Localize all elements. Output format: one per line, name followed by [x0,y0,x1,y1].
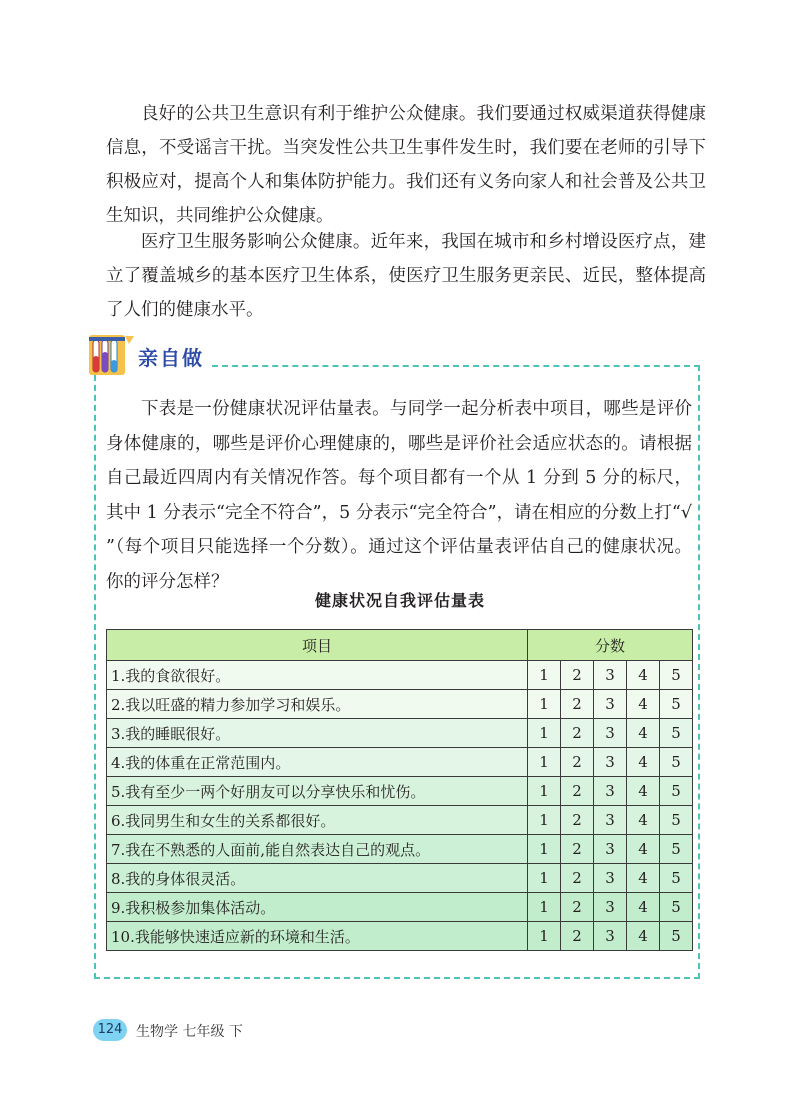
score-4-option[interactable]: 4 [627,690,660,719]
health-assessment-table [106,629,693,951]
score-3-option[interactable]: 3 [594,690,627,719]
score-1-option[interactable]: 1 [528,777,561,806]
header-score: 分数 [528,630,693,661]
paragraph-medical-service: 医疗卫生服务影响公众健康。近年来，我国在城市和乡村增设医疗点，建立了覆盖城乡的基本医疗卫生体系，使医疗卫生服务更亲民、近民，整体提高了人们的健康水平。 [106,232,706,320]
score-3-option[interactable]: 3 [594,777,627,806]
score-2-option[interactable]: 2 [561,748,594,777]
score-4-option[interactable]: 4 [627,777,660,806]
row-item: 6.我同男生和女生的关系都很好。 [107,806,528,835]
score-2-option[interactable]: 2 [561,893,594,922]
row-item: 7.我在不熟悉的人面前,能自然表达自己的观点。 [107,835,528,864]
row-item: 3.我的睡眠很好。 [107,719,528,748]
row-item: 9.我积极参加集体活动。 [107,893,528,922]
score-3-option[interactable]: 3 [594,748,627,777]
table-row [107,719,693,748]
row-item: 2.我以旺盛的精力参加学习和娱乐。 [107,690,528,719]
score-5-option[interactable]: 5 [660,719,693,748]
score-3-option[interactable]: 3 [594,806,627,835]
score-4-option[interactable]: 4 [627,806,660,835]
activity-title: 亲自做 [138,346,204,370]
score-1-option[interactable]: 1 [528,661,561,690]
score-3-option[interactable]: 3 [594,661,627,690]
score-2-option[interactable]: 2 [561,661,594,690]
table-row [107,748,693,777]
table-row [107,690,693,719]
score-4-option[interactable]: 4 [627,719,660,748]
score-5-option[interactable]: 5 [660,748,693,777]
score-5-option[interactable]: 5 [660,690,693,719]
table-title: 健康状况自我评估量表 [314,591,485,610]
score-1-option[interactable]: 1 [528,748,561,777]
table-row [107,806,693,835]
table-row [107,893,693,922]
score-5-option[interactable]: 5 [660,835,693,864]
score-5-option[interactable]: 5 [660,922,693,951]
score-5-option[interactable]: 5 [660,893,693,922]
table-row [107,864,693,893]
score-4-option[interactable]: 4 [627,893,660,922]
score-2-option[interactable]: 2 [561,835,594,864]
table-header-row [107,630,693,661]
score-2-option[interactable]: 2 [561,922,594,951]
score-2-option[interactable]: 2 [561,719,594,748]
score-2-option[interactable]: 2 [561,690,594,719]
score-5-option[interactable]: 5 [660,777,693,806]
score-2-option[interactable]: 2 [561,806,594,835]
score-5-option[interactable]: 5 [660,806,693,835]
score-3-option[interactable]: 3 [594,835,627,864]
score-1-option[interactable]: 1 [528,719,561,748]
score-5-option[interactable]: 5 [660,661,693,690]
score-2-option[interactable]: 2 [561,864,594,893]
row-item: 1.我的食欲很好。 [107,661,528,690]
score-1-option[interactable]: 1 [528,835,561,864]
activity-instructions: 下表是一份健康状况评估量表。与同学一起分析表中项目，哪些是评价身体健康的，哪些是评价心理健康的，哪些是评价社会适应状态的。请根据自己最近四周内有关情况作答。每个项目都有一个从 1 分到 5 分的标尺，其中 1 分表示“完全不符合”，5 分表示“完全符合”，请在相应的分数上打“√ ”（每个项目只能选择一个分数）。通过这个评估量表评估自己的健康状况。你的评分怎样？ [106,399,692,592]
paragraph-public-health: 良好的公共卫生意识有利于维护公众健康。我们要通过权威渠道获得健康信息，不受谣言干扰。当突发性公共卫生事件发生时，我们要在老师的引导下积极应对，提高个人和集体防护能力。我们还有义务向家人和社会普及公共卫生知识，共同维护公众健康。 [106,104,706,226]
score-3-option[interactable]: 3 [594,922,627,951]
score-4-option[interactable]: 4 [627,835,660,864]
score-1-option[interactable]: 1 [528,864,561,893]
header-item: 项目 [107,630,528,661]
score-3-option[interactable]: 3 [594,893,627,922]
row-item: 8.我的身体很灵活。 [107,864,528,893]
table-row [107,922,693,951]
score-4-option[interactable]: 4 [627,922,660,951]
score-3-option[interactable]: 3 [594,719,627,748]
score-2-option[interactable]: 2 [561,777,594,806]
score-3-option[interactable]: 3 [594,864,627,893]
table-row [107,835,693,864]
book-title: 生物学 七年级 下 [136,1024,243,1040]
row-item: 10.我能够快速适应新的环境和生活。 [107,922,528,951]
score-4-option[interactable]: 4 [627,661,660,690]
page-number: 124 [93,1019,127,1041]
test-tubes-icon [88,332,134,376]
score-4-option[interactable]: 4 [627,864,660,893]
score-1-option[interactable]: 1 [528,690,561,719]
score-5-option[interactable]: 5 [660,864,693,893]
score-1-option[interactable]: 1 [528,893,561,922]
table-row [107,777,693,806]
score-1-option[interactable]: 1 [528,806,561,835]
score-1-option[interactable]: 1 [528,922,561,951]
row-item: 5.我有至少一两个好朋友可以分享快乐和忧伤。 [107,777,528,806]
row-item: 4.我的体重在正常范围内。 [107,748,528,777]
score-4-option[interactable]: 4 [627,748,660,777]
table-row [107,661,693,690]
activity-box-top-border [212,365,700,367]
